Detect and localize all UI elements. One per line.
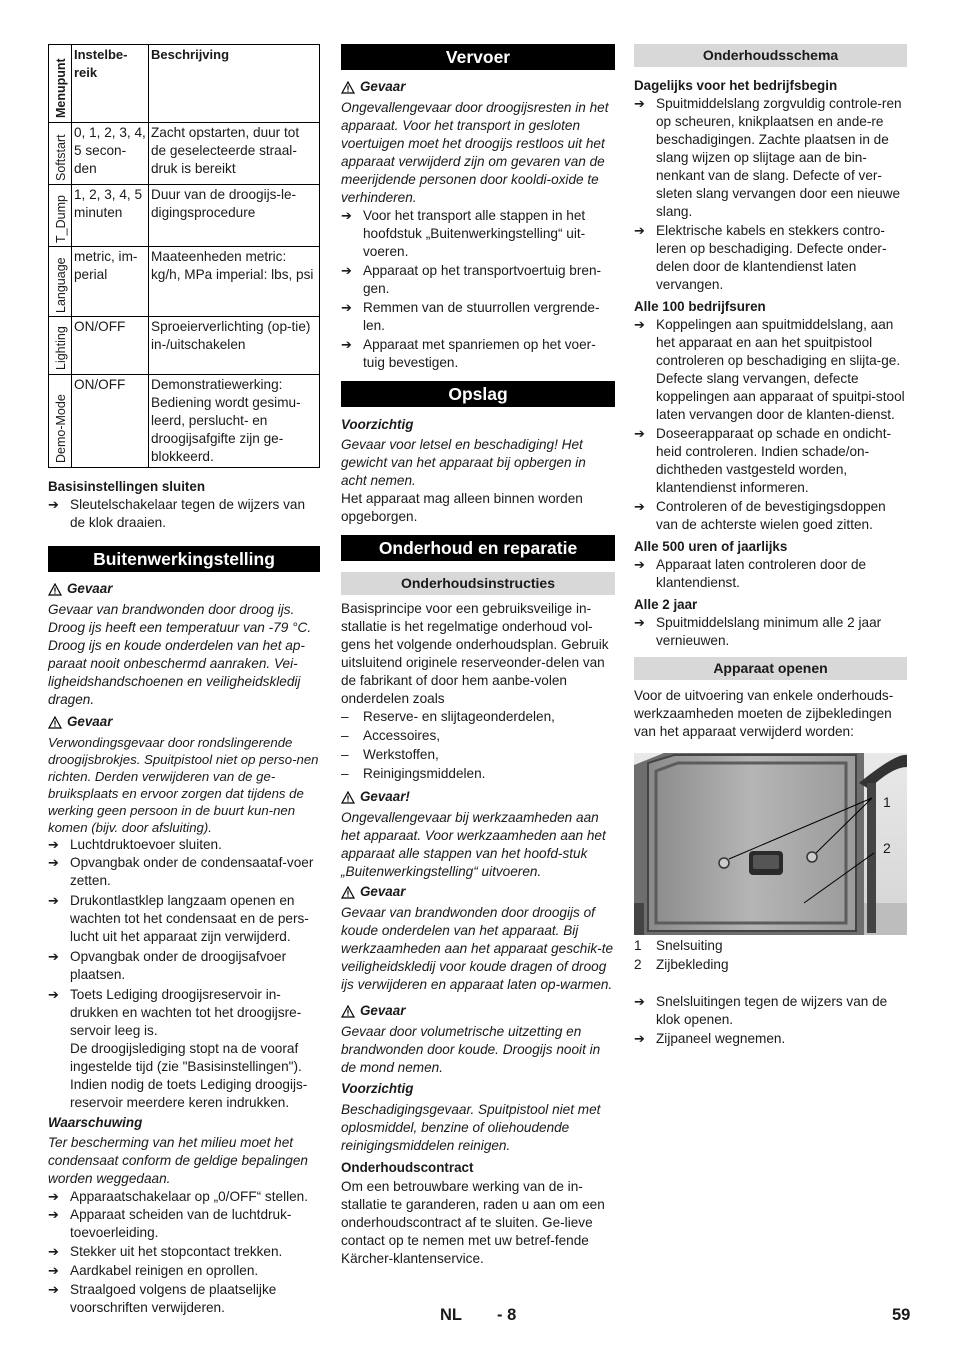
warning-heading: Gevaar xyxy=(341,78,615,96)
warning-heading: Waarschuwing xyxy=(48,1115,143,1130)
warning-triangle-icon xyxy=(48,583,62,596)
schema-daily-title: Dagelijks voor het bedrijfsbegin xyxy=(634,78,838,93)
section-title-opslag: Opslag xyxy=(341,381,615,407)
list-item: ➔ Koppelingen aan spuitmiddelslang, aan het apparaat en aan het spuitpistool controleren op beschadiging en slijta-ge. Defecte slang vervangen, defecte koppelingen aan apparaat of spuitpi-stool laten vervangen door de klanten-dienst. xyxy=(634,317,905,422)
list-item: ➔ Apparaat scheiden van de luchtdruk-toevoerleiding. xyxy=(48,1207,292,1240)
warning-text: Gevaar van brandwonden door droogijs of koude onderdelen van het apparaat. Bij werkzaamheden aan het apparaat geschik-te veiligheidskledij voor koude dragen of droog ijs verwijderen en apparaat laten op-warmen. xyxy=(341,905,614,992)
table-row: Softstart 0, 1, 2, 3, 4, 5 secon-den Zacht opstarten, duur tot de geselecteerde straal-druk is bereikt xyxy=(49,123,320,185)
warning-text: Ter bescherming van het milieu moet het condensaat conform de geldige bepalingen worden weggedaan. xyxy=(48,1135,308,1186)
section-title-vervoer: Vervoer xyxy=(341,44,615,70)
table-header-desc: Beschrijving xyxy=(149,45,320,123)
list-item: ➔ Controleren of de bevestigingsdoppen van de achterste wielen goed zitten. xyxy=(634,499,886,532)
list-item: – Reinigingsmiddelen. xyxy=(341,766,486,781)
settings-table xyxy=(48,44,320,468)
list-item: – Reserve- en slijtageonderdelen, xyxy=(341,709,555,724)
footer-page-number: 59 xyxy=(892,1306,911,1324)
list-item: ➔ Remmen van de stuurrollen vergrende-len. xyxy=(341,300,600,333)
warning-heading: Gevaar xyxy=(341,883,615,901)
list-item: ➔ Opvangbak onder de droogijsafvoer plaatsen. xyxy=(48,949,287,982)
table-row: Demo-Mode ON/OFF Demonstratiewerking: Bediening wordt gesimu-leerd, perslucht- en droogijsafgifte zijn ge-blokkeerd. xyxy=(49,375,320,468)
warning-triangle-icon xyxy=(341,791,355,804)
paragraph: Voor de uitvoering van enkele onderhouds-werkzaamheden moeten de zijbekledingen van het apparaat verwijderd worden: xyxy=(634,688,894,739)
warning-text: Verwondingsgevaar door rondslingerende droogijsbrokjes. Spuitpistool niet op perso-nen richten. Derden verwijderen van de ge-bruiksplaats en ervoor zorgen dat tijdens de werking geen persoon in de buurt kun-nen komen (bijv. door afsluiting). xyxy=(48,735,319,835)
arrow-right-icon: ➔ xyxy=(634,317,645,332)
list-item: ➔ Toets Lediging droogijsreservoir in-drukken en wachten tot het droogijsre-servoir leeg is. xyxy=(48,987,302,1038)
arrow-right-icon: ➔ xyxy=(48,1207,59,1222)
arrow-right-icon: ➔ xyxy=(634,96,645,111)
list-item: ➔ Zijpaneel wegnemen. xyxy=(634,1031,786,1046)
warning-triangle-icon xyxy=(48,716,62,729)
schema-500h-title: Alle 500 uren of jaarlijks xyxy=(634,539,788,554)
footer-local-page: - 8 xyxy=(497,1306,517,1324)
table-row: T_Dump 1, 2, 3, 4, 5 minuten Duur van de droogijs-le-digingsprocedure xyxy=(49,185,320,247)
callout-label: 1 xyxy=(883,794,891,810)
caution-heading: Voorzichtig xyxy=(341,417,414,432)
list-item: ➔ Spuitmiddelslang minimum alle 2 jaar vernieuwen. xyxy=(634,615,882,648)
callout-label: 2 xyxy=(883,840,891,856)
list-item: ➔ Straalgoed volgens de plaatselijke voorschriften verwijderen. xyxy=(48,1282,277,1315)
list-item: ➔ Spuitmiddelslang zorgvuldig controle-ren op scheuren, knikplaatsen en ande-re beschadigingen. Zachte plaatsen in de slang wijzen op slijtage aan de bin-nenkant van de slang. Defecte of ver-sleten slang vervangen door een nieuwe slang. xyxy=(634,96,902,219)
side-panel-illustration xyxy=(634,753,907,935)
list-item: ➔ Snelsluitingen tegen de wijzers van de klok openen. xyxy=(634,994,888,1027)
arrow-right-icon: ➔ xyxy=(48,1282,59,1297)
arrow-right-icon: ➔ xyxy=(634,1031,645,1046)
column-1 xyxy=(48,44,320,1317)
contract-title: Onderhoudscontract xyxy=(341,1160,474,1175)
arrow-right-icon: ➔ xyxy=(48,855,59,870)
table-row: Lighting ON/OFF Sproeierverlichting (op-tie) in-/uitschakelen xyxy=(49,317,320,375)
warning-text: Gevaar van brandwonden door droog ijs. Droog ijs heeft een temperatuur van -79 °C. Droog ijs en koude onderdelen van het ap-paraat nooit onbeschermd aanraken. Vei-ligheidshandschoenen en veiligheidskledij dragen. xyxy=(48,602,312,707)
paragraph: Het apparaat mag alleen binnen worden opgeborgen. xyxy=(341,491,583,524)
warning-text: Gevaar door volumetrische uitzetting en brandwonden door koude. Droogijs nooit in de mond nemen. xyxy=(341,1024,601,1075)
arrow-right-icon: ➔ xyxy=(634,994,645,1009)
table-header-menu: Menupunt xyxy=(49,45,72,123)
list-item: ➔ Apparaat met spanriemen op het voer-tuig bevestigen. xyxy=(341,337,596,370)
arrow-right-icon: ➔ xyxy=(634,615,645,630)
basis-title: Basisinstellingen sluiten xyxy=(48,479,206,494)
arrow-right-icon: ➔ xyxy=(48,893,59,908)
footer-language: NL xyxy=(440,1306,462,1324)
arrow-right-icon: ➔ xyxy=(634,223,645,238)
arrow-right-icon: ➔ xyxy=(341,300,352,315)
arrow-right-icon: ➔ xyxy=(48,1244,59,1259)
column-3 xyxy=(634,44,907,1048)
list-item: ➔ Drukontlastklep langzaam openen en wachten tot het condensaat en de pers-lucht uit het apparaat zijn verwijderd. xyxy=(48,893,309,944)
warning-heading: Gevaar! xyxy=(341,788,615,806)
list-item: – Werkstoffen, xyxy=(341,747,439,762)
warning-heading: Gevaar xyxy=(48,713,320,731)
arrow-right-icon: ➔ xyxy=(634,426,645,441)
device-figure xyxy=(634,753,907,935)
caution-text: Gevaar voor letsel en beschadiging! Het gewicht van het apparaat bij opbergen in acht nemen. xyxy=(341,437,586,488)
arrow-right-icon: ➔ xyxy=(341,208,352,223)
list-item: ➔ Stekker uit het stopcontact trekken. xyxy=(48,1244,283,1259)
warning-heading: Gevaar xyxy=(48,580,320,598)
arrow-right-icon: ➔ xyxy=(634,499,645,514)
subsection-title-openen: Apparaat openen xyxy=(634,657,907,680)
warning-heading: Gevaar xyxy=(341,1002,615,1020)
arrow-right-icon: ➔ xyxy=(48,837,59,852)
list-item: ➔ Doseerapparaat op schade en ondicht-heid controleren. Indien schade/on-dichtheden vastgesteld worden, klantendienst informeren. xyxy=(634,426,892,495)
warning-text: Ongevallengevaar bij werkzaamheden aan het apparaat. Voor werkzaamheden aan het apparaat alle stappen van het hoofd-stuk „Buitenwerkingstelling“ uitvoeren. xyxy=(341,810,606,879)
column-2 xyxy=(341,44,615,1268)
list-item: ➔ Voor het transport alle stappen in het hoofdstuk „Buitenwerkingstelling“ uit-voeren. xyxy=(341,208,586,259)
section-title-onderhoud: Onderhoud en reparatie xyxy=(341,535,615,561)
arrow-right-icon: ➔ xyxy=(341,337,352,352)
arrow-right-icon: ➔ xyxy=(341,263,352,278)
schema-2y-title: Alle 2 jaar xyxy=(634,597,698,612)
caution-heading: Voorzichtig xyxy=(341,1081,414,1096)
paragraph: Om een betrouwbare werking van de in-stallatie te garanderen, raden u aan om een onderhoudscontract af te sluiten. Ge-lieve contact op te nemen met uw betref-fende Kärcher-klantenservice. xyxy=(341,1179,605,1266)
list-item: ➔ Apparaatschakelaar op „0/OFF“ stellen. xyxy=(48,1189,309,1204)
legend-item: 1 Snelsuiting xyxy=(634,938,723,953)
list-item: ➔ Sleutelschakelaar tegen de wijzers van de klok draaien. xyxy=(48,497,306,530)
caution-text: Beschadigingsgevaar. Spuitpistool niet met oplosmiddel, benzine of oliehoudende reinigingsmiddelen reinigen. xyxy=(341,1102,601,1153)
list-item: ➔ Luchtdruktoevoer sluiten. xyxy=(48,837,222,852)
section-title-buitenwerkingstelling: Buitenwerkingstelling xyxy=(48,546,320,572)
warning-triangle-icon xyxy=(341,81,355,94)
list-item: – Accessoires, xyxy=(341,728,441,743)
arrow-right-icon: ➔ xyxy=(48,987,59,1002)
paragraph: Basisprincipe voor een gebruiksveilige in-stallatie is het regelmatige onderhoud vol-gens het volgende onderhoudsplan. Gebruik uitsluitend originele reserveonder-delen van de fabrikant of door hem aanbe-volen onderdelen zoals xyxy=(341,601,609,706)
legend-item: 2 Zijbekleding xyxy=(634,957,729,972)
warning-text: Ongevallengevaar door droogijsresten in het apparaat. Voor het transport in gesloten voertuigen moet het droogijs restloos uit het apparaat verwijderd zijn om gevaren van de meerijdende personen door kooldi-oxide te verhinderen. xyxy=(341,100,609,205)
subsection-title-schema: Onderhoudsschema xyxy=(634,44,907,67)
list-item: ➔ Apparaat op het transportvoertuig bren-gen. xyxy=(341,263,602,296)
step-note: De droogijslediging stopt na de vooraf ingestelde tijd (zie "Basisinstellingen"). Indien nodig de toets Lediging droogijs-reservoir meerdere keren indrukken. xyxy=(70,1041,308,1110)
list-item: ➔ Opvangbak onder de condensaataf-voer zetten. xyxy=(48,855,314,888)
arrow-right-icon: ➔ xyxy=(48,949,59,964)
warning-triangle-icon xyxy=(341,1005,355,1018)
arrow-right-icon: ➔ xyxy=(634,557,645,572)
schema-100h-title: Alle 100 bedrijfsuren xyxy=(634,299,766,314)
table-header-range: Instelbe-reik xyxy=(72,45,149,123)
arrow-right-icon: ➔ xyxy=(48,497,59,512)
list-item: ➔ Elektrische kabels en stekkers contro-leren op beschadiging. Defecte onder-delen door de klantendienst laten vervangen. xyxy=(634,223,887,292)
arrow-right-icon: ➔ xyxy=(48,1189,59,1204)
subsection-title-instructies: Onderhoudsinstructies xyxy=(341,572,615,595)
warning-triangle-icon xyxy=(341,886,355,899)
list-item: ➔ Apparaat laten controleren door de klantendienst. xyxy=(634,557,867,590)
arrow-right-icon: ➔ xyxy=(48,1263,59,1278)
list-item: ➔ Aardkabel reinigen en oprollen. xyxy=(48,1263,259,1278)
table-row: Language metric, im-perial Maateenheden metric: kg/h, MPa imperial: lbs, psi xyxy=(49,247,320,317)
